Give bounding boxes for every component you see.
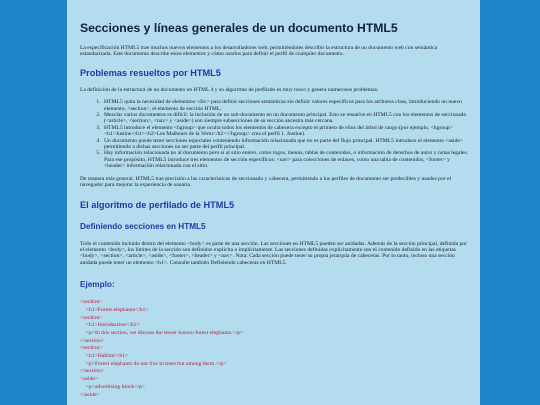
subsection-heading-defining-sections: Definiendo secciones en HTML5 bbox=[80, 221, 206, 231]
code-line: <section> bbox=[80, 299, 103, 306]
section-heading-algorithm: El algoritmo de perfilado de HTML5 bbox=[80, 199, 235, 210]
code-line: </aside> bbox=[80, 391, 100, 398]
code-example bbox=[80, 299, 470, 399]
section-heading-problems: Problemas resueltos por HTML5 bbox=[80, 67, 221, 78]
code-line: <p>In this section, we discuss the lesser known forest elephants.</p> bbox=[80, 329, 244, 336]
code-line: </section> bbox=[80, 337, 105, 344]
code-line: <p>Forest elephants do not live in trees but among them.</p> bbox=[80, 360, 227, 367]
problems-list bbox=[80, 99, 470, 169]
problem-list-item: 4. Un documento puede tener secciones especiales conteniendo información relacionada que no es parte del flujo principal. HTML5 introduce el elemento <aside> permitiendo a dichas secciones no ser parte del perfil principal. bbox=[102, 138, 470, 151]
code-line: <h1>Introduction</h1> bbox=[80, 322, 140, 329]
code-line: <aside> bbox=[80, 376, 99, 383]
problem-list-item: 5. Hay información relacionada no al documento pero sí al sitio entero, como logos, menús, tablas de contenidos, o información de derechos de autor y notas legales. Para ese propósito, HTML5 introduce tres elementos de sección específicos: <nav> para colecciones de enlaces, como una tabla de contenidos, <footer> y <header> información relacionada con el sitio. bbox=[102, 150, 470, 169]
code-line: <h1>Forest elephants</h1> bbox=[80, 306, 149, 313]
page-title: Secciones y líneas generales de un documento HTML5 bbox=[80, 21, 398, 35]
document-page bbox=[67, 0, 480, 405]
problems-closing-paragraph: De manera más general, HTML5 trae precisión a las características de seccionado y cabecera, permitiendo a los perfiles de documento ser predecibles y usados por el navegador para mejorar la experiencia de usuario. bbox=[80, 175, 452, 189]
code-line: <p>advertising block</p> bbox=[80, 383, 146, 390]
code-line: <section> bbox=[80, 314, 103, 321]
defining-sections-paragraph: Todo el contenido incluido dentro del elemento <body> es parte de una sección. Las secciones en HTML5 pueden ser anidadas. Además de la sección principal, definida por el elemento <body>, los límites de la sección son definidos explícita o implícitamente. Las secciones definidas explícitamente son el contenido definido en las etiquetas <body>, <section>, <article>, <aside>, <footer>, <header> y <nav>. Nota: Cada sección puede tener su propia jerarquía de cabeceras. Por lo tanto, incluso una sección anidada puede tener un elemento <h1>. Consulte también Definiendo cabeceras en HTML5. bbox=[80, 240, 467, 266]
code-line: <h1>Habitat</h1> bbox=[80, 353, 129, 360]
problem-list-item: 2. Mezclar varios documentos es difícil: la inclusión de un sub-documento en un documento principal. Esto se resuelve en HTML5 con los elementos de seccionado (<article>, <section>, <nav> y <aside>) son siempre subsecciones de su sección ancestra más cercana. bbox=[102, 112, 470, 125]
intro-paragraph: La especificación HTML5 trae muchos nuevos elementos a los desarrolladores web, permitiéndoles describir la estructura de un documento web con semántica estandarizada. Este documento describe estos elementos y cómo usarlos para definir el perfil de cualquier documento. bbox=[80, 45, 438, 58]
problem-list-item: 1. HTML5 quita la necesidad de elementos <div> para definir secciones semánticas sin definir valores específicos para los atributos class, introduciendo un nuevo elemento, <section>, el elemento de sección HTML. bbox=[102, 99, 470, 112]
problems-lead-paragraph: La definición de la estructura de un documento en HTML 4 y su algoritmo de perfilado es muy tosco y genera numerosos problemas: bbox=[80, 86, 379, 93]
problem-list-item: 3. HTML5 introduce el elemento <hgroup> que oculta todos los elementos de cabecera excepto el primero de ellos del árbol de rango (por ejemplo, <hgroup><h1>Justine</h1><h2>Les Malheurs de la Vertu</h2></hgroup> crea el perfil 1. Justine). bbox=[102, 125, 470, 138]
code-line: </section> bbox=[80, 368, 105, 375]
code-line: <section> bbox=[80, 345, 103, 352]
example-heading: Ejemplo: bbox=[80, 280, 115, 290]
